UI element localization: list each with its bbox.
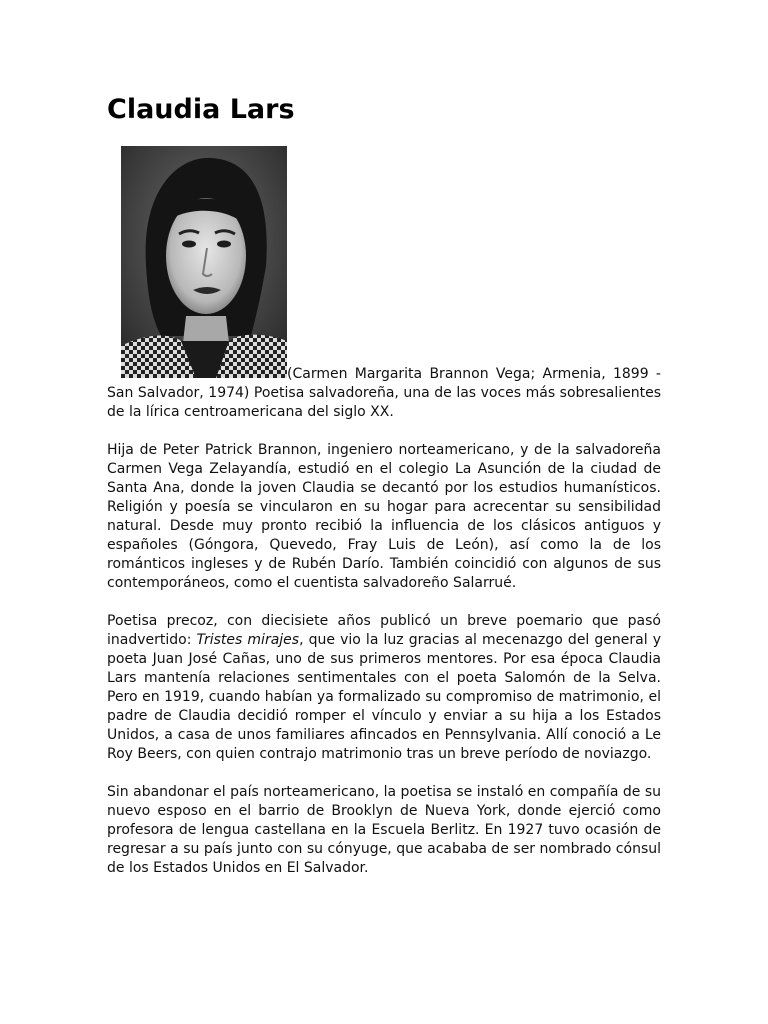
article-body — [107, 146, 661, 897]
paragraph-early-career-text-b: , que vio la luz gracias al mecenazgo del general y poeta Juan José Cañas, uno de sus primeros mentores. Por esa época Claudia Lars mantenía relaciones sentimentales con el poeta Salomón de la Selva. Pero en 1919, cuando habían ya formalizado su compromiso de matrimonio, el padre de Claudia decidió romper el vínculo y enviar a su hija a los Estados Unidos, a casa de unos familiares afincados en Pennsylvania. Allí conoció a Le Roy Beers, con quien contrajo matrimonio tras un breve período de noviazgo. — [107, 632, 661, 762]
portrait-photo-icon — [121, 146, 287, 378]
paragraph-origins: Hija de Peter Patrick Brannon, ingeniero norteamericano, y de la salvadoreña Carmen Vega Zelayandía, estudió en el colegio La Asunción de la ciudad de Santa Ana, donde la joven Claudia se decantó por los estudios humanísticos. Religión y poesía se vincularon en su hogar para acrecentar su sensibilidad natural. Desde muy pronto recibió la influencia de los clásicos antiguos y españoles (Góngora, Quevedo, Fray Luis de León), así como la de los románticos ingleses y de Rubén Darío. También coincidió con algunos de sus contemporáneos, como el cuentista salvadoreño Salarrué. — [107, 442, 661, 591]
page-title: Claudia Lars — [107, 94, 295, 125]
paragraph-new-york: Sin abandonar el país norteamericano, la poetisa se instaló en compañía de su nuevo esposo en el barrio de Brooklyn de Nueva York, donde ejerció como profesora de lengua castellana en la Escuela Berlitz. En 1927 tuvo ocasión de regresar a su país junto con su cónyuge, que acababa de ser nombrado cónsul de los Estados Unidos en El Salvador. — [107, 784, 661, 876]
paragraph-early-career — [107, 612, 661, 764]
book-title-italic: Tristes mirajes — [196, 632, 300, 648]
paragraph-intro — [107, 146, 661, 422]
paragraph-early-career-text-a: Poetisa precoz, con diecisiete años publicó un breve poemario que pasó inadvertido: — [107, 613, 661, 648]
paragraph-intro-text: (Carmen Margarita Brannon Vega; Armenia, 1899 - San Salvador, 1974) Poetisa salvadoreña, una de las voces más sobresalientes de la lírica centroamericana del siglo XX. — [107, 366, 661, 420]
